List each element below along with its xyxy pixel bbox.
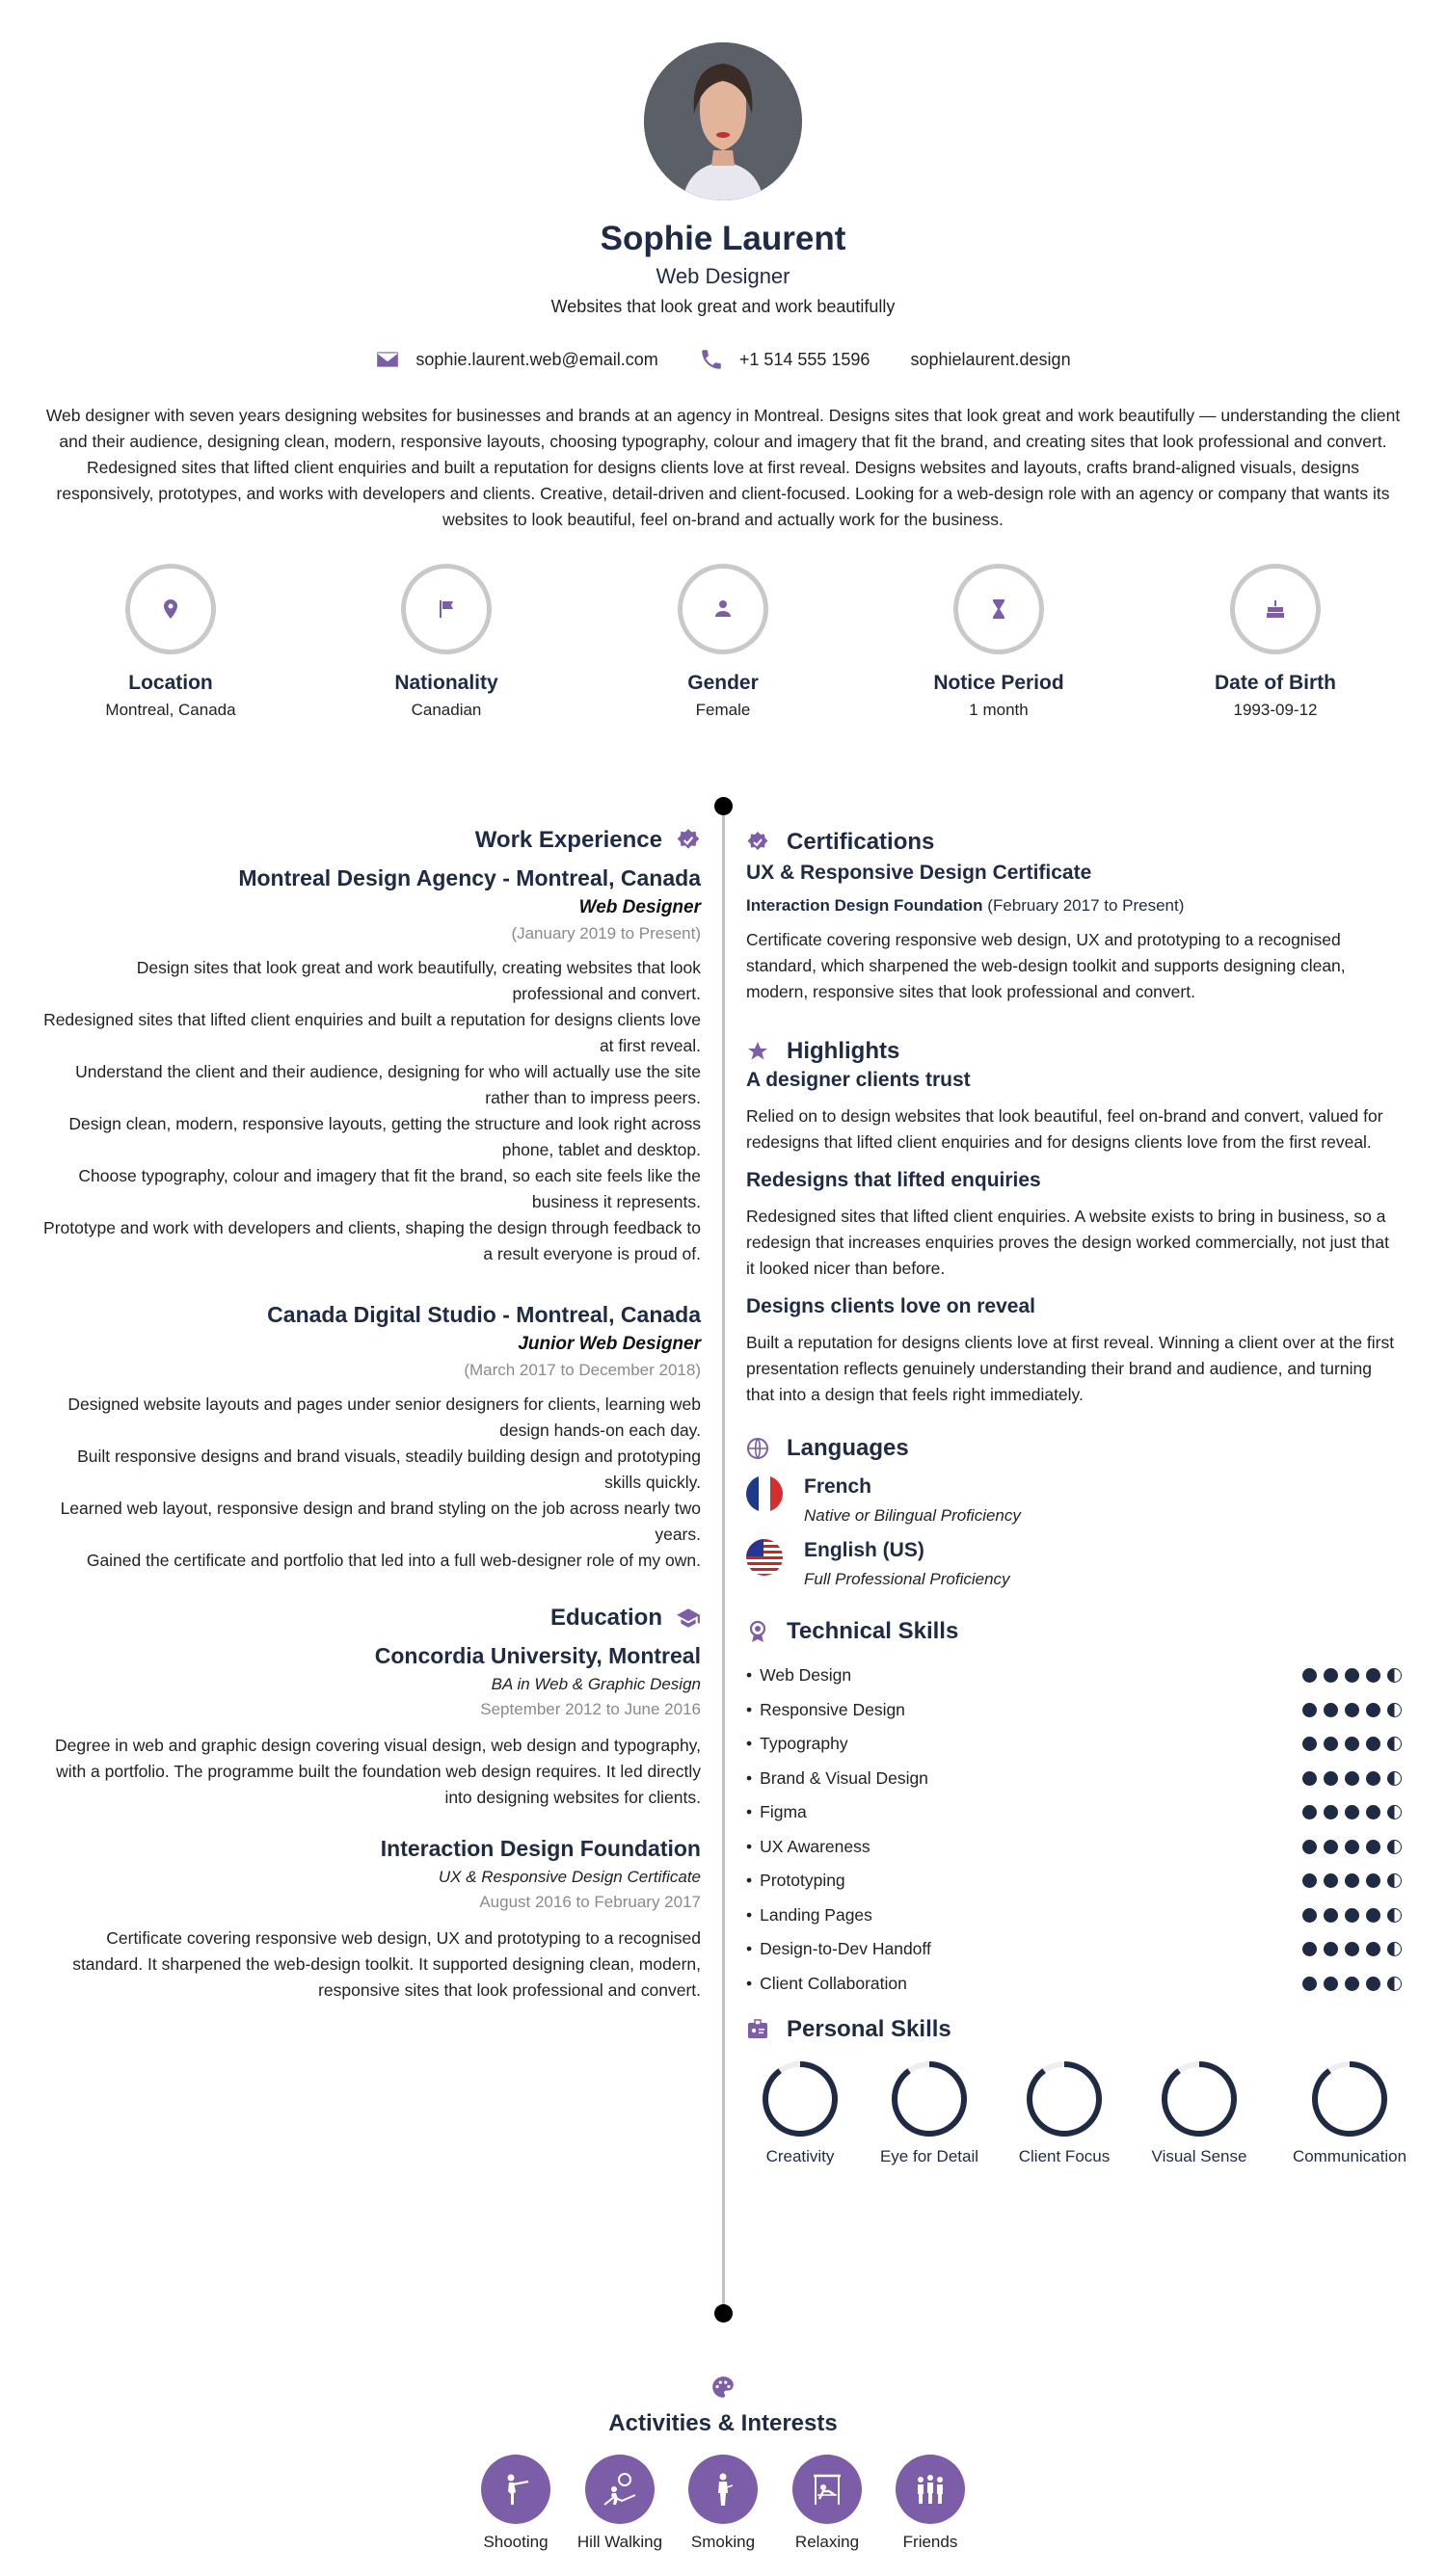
language-name: French xyxy=(804,1475,872,1498)
info-label: Notice Period xyxy=(933,672,1064,694)
rating-dot xyxy=(1324,1668,1338,1683)
education-entry xyxy=(42,1836,701,2004)
skill-rating xyxy=(1302,1908,1402,1923)
language-level: Native or Bilingual Proficiency xyxy=(804,1506,1021,1525)
skill-ring-progress xyxy=(895,2064,964,2134)
job-bullets xyxy=(42,1392,701,1574)
rating-dot xyxy=(1324,1805,1338,1819)
skill-row xyxy=(746,1762,1402,1796)
section-title: Technical Skills xyxy=(787,1618,959,1644)
personal-skill xyxy=(997,2058,1132,2166)
info-value: Canadian xyxy=(411,701,482,719)
personal-skill xyxy=(1132,2058,1267,2166)
info-ring xyxy=(678,564,768,654)
certification-dates: (February 2017 to Present) xyxy=(987,896,1185,915)
work-experience-heading xyxy=(42,827,701,854)
skill-row xyxy=(746,1967,1402,2002)
rating-dot xyxy=(1324,1703,1338,1717)
certification-name: UX & Responsive Design Certificate xyxy=(746,862,1092,884)
section-title: Work Experience xyxy=(474,827,662,853)
info-ring xyxy=(953,564,1044,654)
language-name: English (US) xyxy=(804,1539,924,1561)
activity-item xyxy=(784,2455,870,2553)
skill-name: • Client Collaboration xyxy=(746,1974,907,1994)
personal-skill-label: Visual Sense xyxy=(1151,2147,1247,2165)
contact-website[interactable] xyxy=(910,347,1070,372)
language-item xyxy=(746,1539,1402,1589)
rating-dot xyxy=(1387,1977,1402,1991)
rating-dot xyxy=(1387,1737,1402,1751)
person-icon xyxy=(711,598,735,621)
section-title: Highlights xyxy=(787,1038,900,1064)
education-degree: UX & Responsive Design Certificate xyxy=(438,1868,701,1886)
job-bullet: Designed website layouts and pages under senior designers for clients, learning web design hands-on each day. xyxy=(67,1394,701,1440)
cake-icon xyxy=(1264,598,1287,621)
timeline-line xyxy=(722,806,725,2315)
rating-dot xyxy=(1302,1873,1317,1888)
info-label: Date of Birth xyxy=(1215,672,1336,694)
rating-dot xyxy=(1366,1805,1380,1819)
website-text[interactable]: sophielaurent.design xyxy=(910,349,1071,369)
contact-email[interactable] xyxy=(375,347,657,372)
skill-rating xyxy=(1302,1703,1402,1717)
education-heading xyxy=(42,1605,701,1632)
info-ring xyxy=(401,564,492,654)
info-value: Montreal, Canada xyxy=(105,701,236,719)
rating-dot xyxy=(1302,1703,1317,1717)
skill-rating xyxy=(1302,1840,1402,1854)
skill-rating xyxy=(1302,1942,1402,1956)
skill-row xyxy=(746,1932,1402,1967)
personal-skill-label: Client Focus xyxy=(1018,2147,1111,2165)
highlight-text: Built a reputation for designs clients love at first reveal. Winning a client over at the first presentation reflects genuinely understanding their brand and audience, and turning that into a design that feels right immediately. xyxy=(746,1333,1395,1404)
skill-rating xyxy=(1302,1737,1402,1751)
job-bullet: Gained the certificate and portfolio that led into a full web-designer role of my own. xyxy=(86,1551,701,1570)
highlight-text: Redesigned sites that lifted client enquiries. A website exists to bring in business, so a redesign that increases enquiries proves the design worked commercially, not just that it looked nicer than before. xyxy=(746,1207,1389,1278)
skill-row xyxy=(746,1830,1402,1865)
friends-icon xyxy=(911,2470,950,2509)
skill-row xyxy=(746,1864,1402,1899)
rating-dot xyxy=(1345,1703,1359,1717)
technical-skills-heading xyxy=(746,1618,1402,1645)
timeline-dot-bottom xyxy=(714,2304,733,2323)
rating-dot xyxy=(1302,1977,1317,1991)
certifications-heading xyxy=(746,829,1402,856)
rating-dot xyxy=(1366,1908,1380,1923)
personal-skill-label: Eye for Detail xyxy=(879,2147,979,2165)
highlight-title: Redesigns that lifted enquiries xyxy=(746,1169,1041,1191)
palette-icon xyxy=(710,2375,736,2400)
flag-icon xyxy=(435,598,458,621)
info-label: Location xyxy=(128,672,213,694)
usa-flag-icon xyxy=(746,1539,783,1576)
avatar xyxy=(644,42,802,200)
rating-dot xyxy=(1345,1942,1359,1956)
job-bullet: Redesigned sites that lifted client enquiries and built a reputation for designs clients love at first reveal. xyxy=(43,1010,701,1055)
job-bullet: Built responsive designs and brand visuals, steadily building design and prototyping skills quickly. xyxy=(77,1447,701,1492)
activity-item xyxy=(887,2455,974,2553)
rating-dot xyxy=(1366,1840,1380,1854)
skill-row xyxy=(746,1727,1402,1762)
skill-name: • Figma xyxy=(746,1802,807,1822)
certification-issuer: Interaction Design Foundation xyxy=(746,896,983,915)
rating-dot xyxy=(1387,1703,1402,1717)
activity-label: Hill Walking xyxy=(576,2533,663,2551)
education-dates: September 2012 to June 2016 xyxy=(480,1700,701,1718)
rating-dot xyxy=(1302,1908,1317,1923)
job-bullet: Choose typography, colour and imagery that fit the brand, so each site feels like the business it represents. xyxy=(78,1166,701,1211)
activity-label-text: Friends xyxy=(902,2533,958,2551)
job-dates: (January 2019 to Present) xyxy=(511,924,701,943)
rating-dot xyxy=(1387,1873,1402,1888)
hill-walking-icon xyxy=(601,2470,639,2509)
personal-skills-heading xyxy=(746,2016,1402,2043)
candidate-name: Sophie Laurent xyxy=(600,220,846,257)
verified-badge-icon xyxy=(676,828,701,853)
rating-dot xyxy=(1302,1737,1317,1751)
rating-dot xyxy=(1324,1942,1338,1956)
language-level: Full Professional Proficiency xyxy=(804,1570,1010,1588)
job-dates: (March 2017 to December 2018) xyxy=(464,1361,701,1379)
education-entry xyxy=(42,1643,701,1811)
info-value: Female xyxy=(695,701,751,719)
rating-dot xyxy=(1387,1771,1402,1786)
info-ring xyxy=(1230,564,1321,654)
rating-dot xyxy=(1324,1840,1338,1854)
email-icon xyxy=(375,347,400,372)
section-title: Personal Skills xyxy=(787,2016,951,2042)
phone-icon xyxy=(699,347,724,372)
rating-dot xyxy=(1366,1703,1380,1717)
rating-dot xyxy=(1345,1908,1359,1923)
info-value: 1993-09-12 xyxy=(1233,701,1318,719)
skill-row xyxy=(746,1693,1402,1728)
rating-dot xyxy=(1366,1737,1380,1751)
activity-label: Smoking xyxy=(690,2533,756,2551)
skill-rating xyxy=(1302,1668,1402,1683)
rating-dot xyxy=(1324,1737,1338,1751)
skill-ring-progress xyxy=(765,2064,835,2134)
hourglass-icon xyxy=(987,598,1010,621)
rating-dot xyxy=(1366,1668,1380,1683)
personal-skills-list xyxy=(746,2058,1407,2193)
personal-skill xyxy=(862,2058,997,2166)
rating-dot xyxy=(1366,1942,1380,1956)
star-icon xyxy=(746,1040,769,1063)
rating-dot xyxy=(1345,1771,1359,1786)
skill-ring xyxy=(1159,2058,1240,2139)
left-column xyxy=(42,827,701,2004)
award-icon xyxy=(746,1620,769,1643)
personal-skill xyxy=(1282,2058,1417,2166)
skill-ring-progress xyxy=(1315,2064,1384,2134)
info-label: Nationality xyxy=(394,672,498,694)
email-text[interactable]: sophie.laurent.web@email.com xyxy=(415,349,658,369)
activity-item xyxy=(576,2455,663,2553)
location-pin-icon xyxy=(159,598,182,621)
contact-bar xyxy=(0,347,1446,372)
activities-section xyxy=(0,2375,1446,2576)
skill-name: • Prototyping xyxy=(746,1871,845,1891)
rating-dot xyxy=(1324,1977,1338,1991)
rating-dot xyxy=(1302,1771,1317,1786)
job-role: Junior Web Designer xyxy=(518,1334,701,1354)
shooting-icon xyxy=(496,2470,535,2509)
info-ring xyxy=(125,564,216,654)
rating-dot xyxy=(1302,1942,1317,1956)
rating-dot xyxy=(1345,1805,1359,1819)
personal-skill-label: Creativity xyxy=(765,2147,835,2165)
skill-name: • Web Design xyxy=(746,1665,851,1686)
france-flag-icon xyxy=(746,1475,783,1512)
section-title: Education xyxy=(549,1605,662,1631)
education-description: Certificate covering responsive web design, UX and prototyping to a recognised standard. It sharpened the web-design toolkit. It supported designing clean, modern, responsive sites that look professional and convert. xyxy=(72,1928,701,2000)
certification-description: Certificate covering responsive web design, UX and prototyping to a recognised standard, which sharpened the web-design toolkit and supports designing clean, modern, responsive sites that look professional and convert. xyxy=(746,930,1346,1001)
job-bullet: Prototype and work with developers and clients, shaping the design through feedback to a result everyone is proud of. xyxy=(43,1218,701,1263)
info-gender xyxy=(607,564,839,720)
skill-ring xyxy=(889,2058,970,2139)
info-nationality xyxy=(331,564,562,720)
skill-ring-progress xyxy=(1165,2064,1234,2134)
contact-phone[interactable] xyxy=(699,347,870,372)
highlight-title: Designs clients love on reveal xyxy=(746,1295,1035,1317)
job-role: Web Designer xyxy=(578,897,701,917)
tagline: Websites that look great and work beautifully xyxy=(550,297,896,316)
certification-issuer-line xyxy=(746,896,1402,916)
rating-dot xyxy=(1387,1908,1402,1923)
section-title: Languages xyxy=(787,1435,909,1461)
skill-row xyxy=(746,1659,1402,1693)
education-institution: Interaction Design Foundation xyxy=(380,1836,701,1861)
rating-dot xyxy=(1387,1942,1402,1956)
activity-label xyxy=(887,2532,974,2553)
activity-label: Shooting xyxy=(483,2533,549,2551)
job-company: Canada Digital Studio - Montreal, Canada xyxy=(267,1302,701,1327)
technical-skills-list xyxy=(746,1659,1402,2001)
timeline-dot-top xyxy=(714,797,733,815)
info-label: Gender xyxy=(687,672,759,694)
personal-skill-label: Communication xyxy=(1292,2147,1407,2165)
info-date-of-birth xyxy=(1160,564,1391,720)
rating-dot xyxy=(1302,1668,1317,1683)
skill-rating xyxy=(1302,1873,1402,1888)
skill-name: • Typography xyxy=(746,1734,848,1754)
info-value: 1 month xyxy=(969,701,1029,719)
phone-text[interactable]: +1 514 555 1596 xyxy=(738,349,870,369)
rating-dot xyxy=(1345,1737,1359,1751)
languages-heading xyxy=(746,1435,1402,1462)
certificate-badge-icon xyxy=(746,831,769,854)
skill-name: • Design-to-Dev Handoff xyxy=(746,1939,931,1959)
job-bullet: Understand the client and their audience, designing for who will actually use the site rather than to impress peers. xyxy=(75,1062,701,1107)
skill-ring xyxy=(760,2058,841,2139)
job-bullet: Design sites that look great and work beautifully, creating websites that look professional and convert. xyxy=(136,958,701,1003)
skill-rating xyxy=(1302,1771,1402,1786)
skill-rating xyxy=(1302,1805,1402,1819)
job-company: Montreal Design Agency - Montreal, Canada xyxy=(238,865,701,890)
education-degree: BA in Web & Graphic Design xyxy=(491,1675,701,1693)
resume-header xyxy=(0,42,1446,317)
highlight-title: A designer clients trust xyxy=(746,1069,971,1091)
rating-dot xyxy=(1387,1805,1402,1819)
activities-list xyxy=(0,2455,1446,2576)
skill-name: • Landing Pages xyxy=(746,1905,872,1925)
job-bullets xyxy=(42,955,701,1267)
rating-dot xyxy=(1345,1840,1359,1854)
skill-name: • UX Awareness xyxy=(746,1837,870,1857)
rating-dot xyxy=(1302,1840,1317,1854)
education-institution: Concordia University, Montreal xyxy=(374,1643,701,1668)
education-dates: August 2016 to February 2017 xyxy=(479,1893,701,1911)
rating-dot xyxy=(1345,1977,1359,1991)
relaxing-icon xyxy=(808,2470,846,2509)
rating-dot xyxy=(1387,1668,1402,1683)
rating-dot xyxy=(1387,1840,1402,1854)
rating-dot xyxy=(1366,1873,1380,1888)
skill-rating xyxy=(1302,1977,1402,1991)
highlight-text: Relied on to design websites that look beautiful, feel on-brand and convert, valued for redesigns that lifted client enquiries and for designs clients love from the first reveal. xyxy=(746,1106,1383,1152)
personal-skill xyxy=(733,2058,868,2166)
id-badge-icon xyxy=(746,2018,769,2041)
activity-item xyxy=(472,2455,559,2553)
rating-dot xyxy=(1345,1873,1359,1888)
language-item xyxy=(746,1475,1402,1526)
rating-dot xyxy=(1324,1771,1338,1786)
rating-dot xyxy=(1366,1977,1380,1991)
rating-dot xyxy=(1366,1771,1380,1786)
right-column xyxy=(746,827,1407,2193)
graduation-cap-icon xyxy=(676,1606,701,1631)
rating-dot xyxy=(1345,1668,1359,1683)
rating-dot xyxy=(1302,1805,1317,1819)
skill-row xyxy=(746,1899,1402,1933)
info-location xyxy=(55,564,286,720)
skill-name: • Brand & Visual Design xyxy=(746,1768,928,1789)
activity-item xyxy=(680,2455,766,2553)
rating-dot xyxy=(1324,1908,1338,1923)
skill-row xyxy=(746,1795,1402,1830)
job-bullet: Design clean, modern, responsive layouts, getting the structure and look right across phone, tablet and desktop. xyxy=(68,1114,701,1159)
info-notice-period xyxy=(883,564,1114,720)
highlights-heading xyxy=(746,1038,1402,1065)
section-title: Certifications xyxy=(787,829,935,855)
smoking-icon xyxy=(704,2470,742,2509)
section-title: Activities & Interests xyxy=(608,2410,838,2436)
globe-icon xyxy=(746,1437,769,1460)
skill-name: • Responsive Design xyxy=(746,1700,905,1720)
summary: Web designer with seven years designing websites for businesses and brands at an agency in Montreal. Designs sites that look great and work beautifully — understanding the client and their audience, designing clean, modern, responsive layouts, choosing typography, colour and imagery that fit the brand, and creating sites that look professional and convert. Redesigned sites that lifted client enquiries and built a reputation for designs clients love at first reveal. Designs websites and layouts, crafts brand-aligned visuals, designs responsively, prototypes, and works with developers and clients. Creative, detail-driven and client-focused. Looking for a web-design role with an agency or company that wants its websites to look beautiful, feel on-brand and actually work for the business. xyxy=(45,406,1401,529)
skill-ring xyxy=(1024,2058,1105,2139)
education-description: Degree in web and graphic design covering visual design, web design and typography, with a portfolio. The programme built the foundation web design requires. It led directly into designing websites for clients. xyxy=(55,1736,701,1807)
skill-ring xyxy=(1309,2058,1390,2139)
job-entry xyxy=(42,1302,701,1574)
job-entry xyxy=(42,865,701,1267)
rating-dot xyxy=(1324,1873,1338,1888)
activity-label: Relaxing xyxy=(794,2533,860,2551)
skill-ring-progress xyxy=(1030,2064,1099,2134)
job-title: Web Designer xyxy=(656,264,790,288)
job-bullet: Learned web layout, responsive design and brand styling on the job across nearly two years. xyxy=(60,1499,701,1544)
